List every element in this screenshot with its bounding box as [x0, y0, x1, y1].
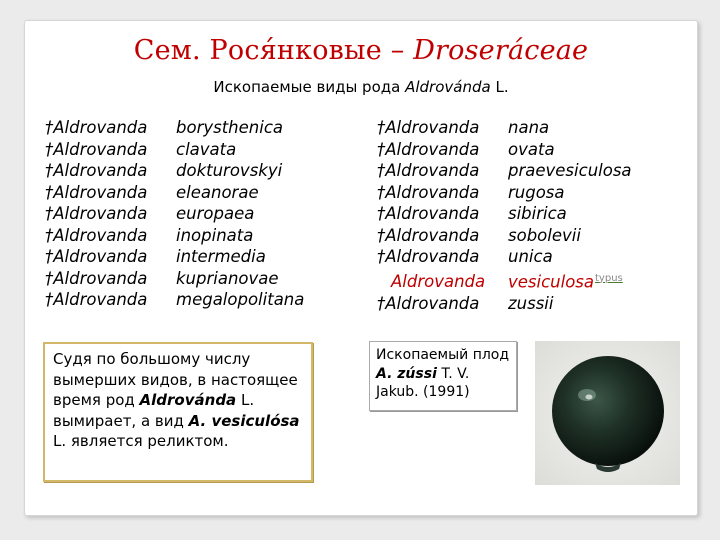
species-item-right-8 [377, 293, 632, 315]
subtitle-author: L. [490, 78, 509, 96]
species-item-right-7 [377, 268, 632, 293]
species-item-left-6 [45, 246, 304, 268]
species-epithet: rugosa [508, 182, 565, 202]
species-epithet: nana [508, 118, 550, 137]
fossil-fruit-photo [535, 341, 680, 485]
species-genus: †Aldrovanda [377, 225, 480, 245]
caption-species: A. zússi [376, 365, 437, 382]
subtitle-genus: Aldrovánda [405, 78, 491, 96]
species-genus: Aldrovanda [391, 272, 486, 291]
species-item-left-1 [45, 139, 304, 161]
species-item-right-4 [377, 203, 632, 225]
title-russian: Сем. Рося́нковые – [133, 35, 414, 66]
species-item-left-8 [45, 289, 304, 311]
caption-text-1: Ископаемый плод [376, 347, 510, 363]
species-item-left-4 [45, 203, 304, 225]
species-item-right-0 [377, 117, 632, 139]
note-text-1: Судя по большому числу вымерших видов, в настоящее время род [53, 350, 298, 409]
species-genus: †Aldrovanda [377, 139, 480, 159]
species-item-right-6 [377, 246, 632, 268]
species-genus: †Aldrovanda [45, 225, 148, 245]
species-list-right [377, 117, 632, 314]
species-genus: †Aldrovanda [45, 290, 148, 309]
species-genus: †Aldrovanda [45, 118, 148, 137]
species-genus: †Aldrovanda [45, 247, 148, 266]
species-genus: †Aldrovanda [377, 247, 480, 266]
title-latin: Droseráceae [413, 35, 589, 66]
species-genus: †Aldrovanda [377, 118, 480, 137]
species-item-left-2 [45, 160, 304, 182]
species-epithet: sibirica [508, 204, 567, 223]
species-epithet: zussii [508, 293, 554, 313]
species-epithet: eleanorae [176, 182, 259, 202]
species-item-right-2 [377, 160, 632, 182]
species-epithet: europaea [176, 204, 255, 223]
species-epithet: inopinata [176, 225, 254, 245]
species-item-left-0 [45, 117, 304, 139]
typus-mark: typus [595, 272, 623, 284]
species-genus: †Aldrovanda [45, 139, 148, 159]
species-genus: †Aldrovanda [45, 268, 148, 288]
species-item-left-5 [45, 225, 304, 247]
note-genus: Aldrovánda [139, 391, 237, 409]
species-item-left-7 [45, 268, 304, 290]
species-epithet: megalopolitana [176, 290, 305, 309]
species-genus: †Aldrovanda [377, 161, 480, 180]
species-genus: †Aldrovanda [377, 204, 480, 223]
species-epithet: sobolevii [508, 225, 581, 245]
note-text-2: L. вымирает, а вид [53, 391, 255, 430]
species-item-left-3 [45, 182, 304, 204]
caption-text-2: T. V. Jakub. (1991) [376, 365, 470, 400]
species-genus: †Aldrovanda [377, 182, 480, 202]
photo-caption [369, 341, 517, 411]
species-item-right-3 [377, 182, 632, 204]
species-genus: †Aldrovanda [45, 161, 148, 180]
fossil-fruit-image [535, 341, 680, 485]
slide [24, 20, 698, 516]
species-list-left [45, 117, 304, 311]
species-epithet: dokturovskyi [176, 161, 283, 180]
note-text-3: L. является реликтом. [53, 432, 229, 450]
slide-title [25, 35, 697, 66]
note-species: A. vesiculósa [188, 411, 300, 430]
conclusion-note [43, 342, 313, 482]
species-epithet: borysthenica [176, 118, 284, 137]
species-genus: †Aldrovanda [45, 204, 148, 223]
species-epithet: kuprianovae [176, 268, 279, 288]
species-genus: †Aldrovanda [45, 182, 148, 202]
species-item-right-5 [377, 225, 632, 247]
subtitle-prefix: Ископаемые виды рода [213, 78, 406, 96]
species-item-right-1 [377, 139, 632, 161]
species-epithet: ovata [508, 139, 555, 159]
species-epithet: vesiculosa [508, 272, 595, 291]
species-epithet: praevesiculosa [508, 161, 632, 180]
species-epithet: intermedia [176, 247, 266, 266]
species-epithet: clavata [176, 139, 237, 159]
slide-subtitle [25, 78, 697, 96]
species-genus: †Aldrovanda [377, 293, 480, 313]
species-epithet: unica [508, 247, 553, 266]
